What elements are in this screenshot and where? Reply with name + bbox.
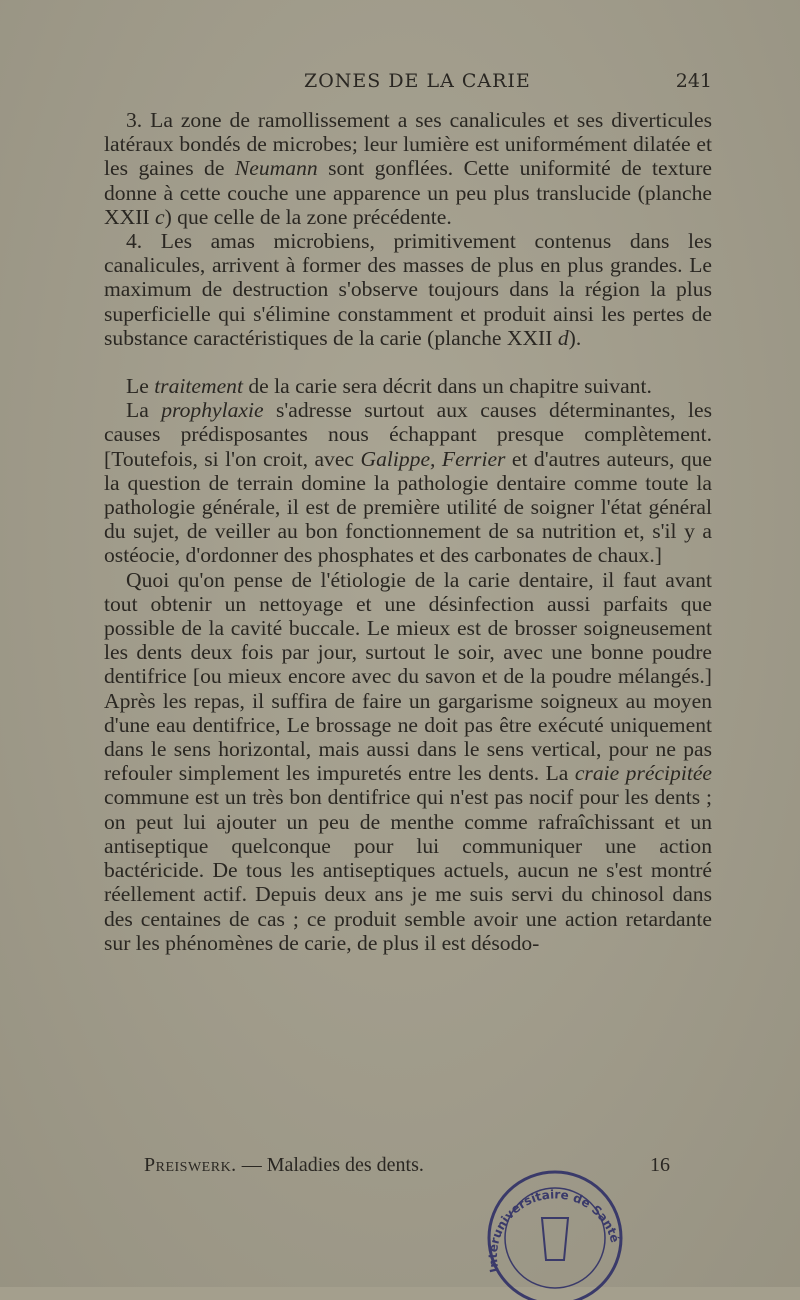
running-header: [108, 70, 712, 100]
footer-book-title: — Maladies des dents.: [236, 1154, 424, 1176]
paragraph-hygiene: Quoi qu'on pense de l'étiologie de la carie dentaire, il faut avant tout obtenir un nettoyage et une désinfection aussi parfaits que possible de la cavité buccale. Le mieux est de brosser soigneusement les dents deux fois par jour, surtout le soir, avec une bonne poudre dentifrice [ou mieux encore avec du savon et de la poudre mélangés.] Après les repas, il suffira de faire un gargarisme soigneux au moyen d'une eau dentifrice, Le brossage ne doit pas être exécuté uniquement dans le sens horizontal, mais aussi dans le sens vertical, pour ne pas refouler simplement les impuretés entre les dents. La craie précipitée commune est un très bon dentifrice qui n'est pas nocif pour les dents ; on peut lui ajouter un peu de menthe comme rafraîchissant et un antiseptique quelconque pour lui communiquer une action bactéricide. De tous les antiseptiques actuels, aucun ne s'est montré réellement actif. Depuis deux ans je me suis servi du chinosol dans des centaines de cas ; ce produit semble avoir une action retardante sur les phénomènes de carie, de plus il est désodo-: [104, 567, 712, 955]
paragraph-zone-4: 4. Les amas microbiens, primitivement contenus dans les canalicules, arrivent à former des masses de plus en plus grandes. Le maximum de destruction s'observe toujours dans la région la plus superficielle qui s'élimine constamment et produit ainsi les pertes de substance caractéristiques de la carie (planche XXII d).: [104, 229, 712, 350]
svg-text:Interuniversitaire de Santé: Interuniversitaire de Santé: [485, 1187, 623, 1274]
body-text: [104, 108, 712, 955]
signature-mark: 16: [650, 1154, 670, 1176]
library-stamp-icon: [480, 1160, 630, 1300]
chapter-title: ZONES DE LA CARIE: [304, 70, 531, 92]
footer-author: Preiswerk.: [144, 1154, 237, 1176]
paragraph-prophylaxie: La prophylaxie s'adresse surtout aux causes déterminantes, les causes prédisposantes nous échappant presque complètement. [Toutefois, si l'on croit, avec Galippe, Ferrier et d'autres auteurs, que la question de terrain domine la pathologie dentaire comme toute la pathologie générale, il est de première utilité de soigner l'état général du sujet, de veiller au bon fonctionnement de sa nutrition et, s'il y a ostéocie, d'ordonner des phosphates et des carbonates de chaux.]: [104, 398, 712, 568]
page-number: 241: [675, 70, 712, 92]
paragraph-zone-3: 3. La zone de ramollissement a ses canalicules et ses diverticules latéraux bondés de microbes; leur lumière est uniformément dilatée et les gaines de Neumann sont gonflées. Cette uniformité de texture donne à cette couche une apparence un peu plus translucide (planche XXII c) que celle de la zone précédente.: [104, 108, 712, 229]
paragraph-traitement: Le traitement de la carie sera décrit dans un chapitre suivant.: [126, 374, 652, 399]
